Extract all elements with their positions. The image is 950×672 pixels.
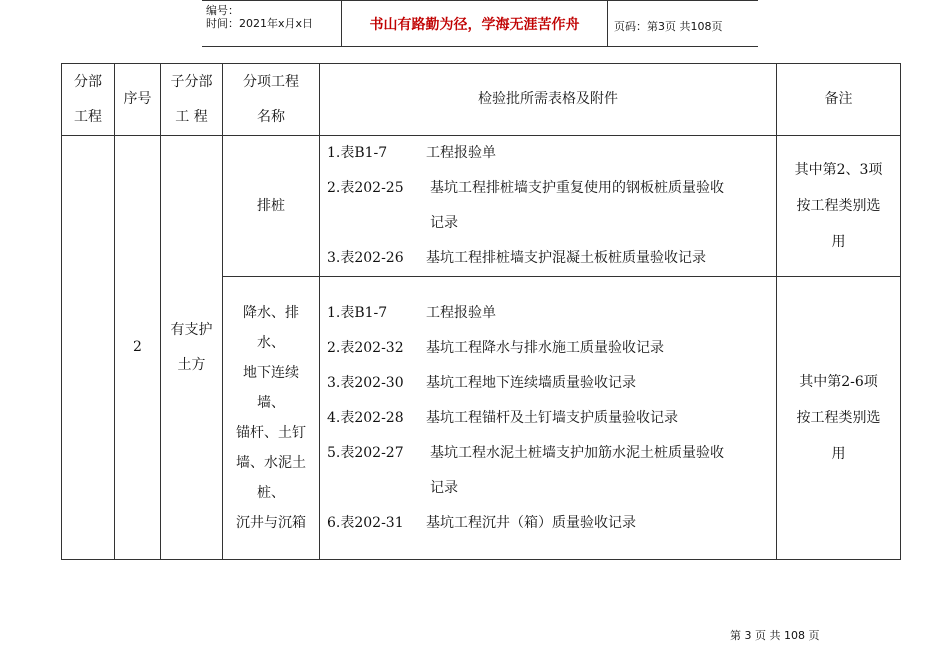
- header-division: [62, 64, 115, 136]
- header-division-line: 分部: [74, 73, 102, 90]
- document-number-label: 编号：: [206, 4, 239, 17]
- header-subdivision-line: 子分部: [170, 73, 213, 90]
- remark-line: 按工程类别选: [796, 410, 881, 426]
- subdivision-line: 土方: [177, 356, 206, 373]
- form-number: 3.表202-26: [327, 250, 404, 266]
- form-number: 2.表202-25: [327, 180, 404, 196]
- header-forms: 检验批所需表格及附件: [320, 64, 777, 136]
- forms-list-cell: [320, 136, 777, 277]
- form-title: 基坑工程锚杆及土钉墙支护质量验收记录: [426, 409, 678, 426]
- form-number: 1.表B1-7: [327, 145, 388, 161]
- header-top-rule: [202, 0, 758, 1]
- form-number: 3.表202-30: [327, 374, 404, 391]
- header-seq: 序号: [115, 64, 161, 136]
- form-title: 工程报验单: [426, 145, 496, 161]
- form-title: 基坑工程沉井（箱）质量验收记录: [426, 514, 636, 531]
- forms-list-cell: [320, 277, 777, 560]
- form-title: 基坑工程降水与排水施工质量验收记录: [426, 339, 664, 356]
- list-item: [320, 331, 776, 366]
- item-name-line: 墙、: [257, 395, 285, 411]
- item-name-line: 沉井与沉箱: [236, 515, 306, 531]
- subdivision-cell: [161, 136, 223, 560]
- remark-line: 用: [831, 446, 846, 462]
- header-division-line: 工程: [74, 108, 102, 125]
- document-header: [202, 0, 758, 47]
- list-item: [320, 136, 776, 171]
- list-item: [320, 171, 776, 206]
- list-item: [320, 436, 776, 471]
- item-name-line: 锚杆、土钉: [236, 425, 306, 441]
- item-name-cell: [223, 277, 320, 560]
- item-name-line: 桩、: [257, 485, 285, 501]
- remark-line: 按工程类别选: [796, 198, 881, 214]
- list-item-continuation: 记录: [430, 479, 458, 496]
- remark-line: 用: [831, 234, 846, 250]
- item-name-line: 降水、排: [243, 305, 299, 321]
- form-title: 基坑工程水泥土桩墙支护加筋水泥土桩质量验收: [430, 444, 724, 461]
- form-number: 4.表202-28: [327, 409, 404, 426]
- header-subdivision-line: 工 程: [175, 108, 208, 125]
- item-name-cell: 排桩: [223, 136, 320, 277]
- document-date-label: 时间：2021年x月x日: [206, 17, 314, 30]
- header-motto: 书山有路勤为径，学海无涯苦作舟: [369, 17, 580, 33]
- item-name-line: 地下连续: [243, 365, 299, 381]
- header-item-line: 分项工程: [243, 73, 299, 90]
- inspection-forms-table: [61, 63, 901, 560]
- header-page-number: 页码：第3页 共108页: [614, 20, 723, 33]
- remark-cell: [777, 136, 901, 277]
- table-row: [62, 136, 901, 277]
- header-subdivision: [161, 64, 223, 136]
- form-title: 基坑工程排桩墙支护混凝土板桩质量验收记录: [426, 250, 706, 266]
- remark-line: 其中第2、3项: [794, 162, 883, 178]
- form-number: 6.表202-31: [327, 514, 404, 531]
- remark-cell: [777, 277, 901, 560]
- list-item: [320, 366, 776, 401]
- header-item-name: [223, 64, 320, 136]
- form-title: 基坑工程地下连续墙质量验收记录: [426, 374, 636, 391]
- seq-cell: 2: [115, 136, 161, 560]
- form-number: 2.表202-32: [327, 339, 404, 356]
- list-item-continuation: 记录: [430, 215, 458, 231]
- list-item: [320, 296, 776, 331]
- header-item-line: 名称: [257, 108, 285, 125]
- form-title: 基坑工程排桩墙支护重复使用的钢板桩质量验收: [430, 180, 724, 196]
- header-bottom-rule: [202, 46, 758, 47]
- item-name-line: 墙、水泥土: [236, 455, 306, 471]
- list-item: [320, 241, 776, 276]
- page-footer: 第 3 页 共 108 页: [730, 629, 820, 642]
- header-remark: 备注: [777, 64, 901, 136]
- subdivision-line: 有支护: [170, 321, 213, 338]
- header-divider: [607, 0, 608, 47]
- table-header-row: [62, 64, 901, 136]
- list-item: [320, 506, 776, 541]
- item-name-line: 水、: [257, 335, 285, 351]
- division-cell: [62, 136, 115, 560]
- form-number: 1.表B1-7: [327, 304, 388, 321]
- remark-line: 其中第2-6项: [799, 374, 878, 390]
- form-number: 5.表202-27: [327, 444, 404, 461]
- list-item: [320, 401, 776, 436]
- form-title: 工程报验单: [426, 304, 496, 321]
